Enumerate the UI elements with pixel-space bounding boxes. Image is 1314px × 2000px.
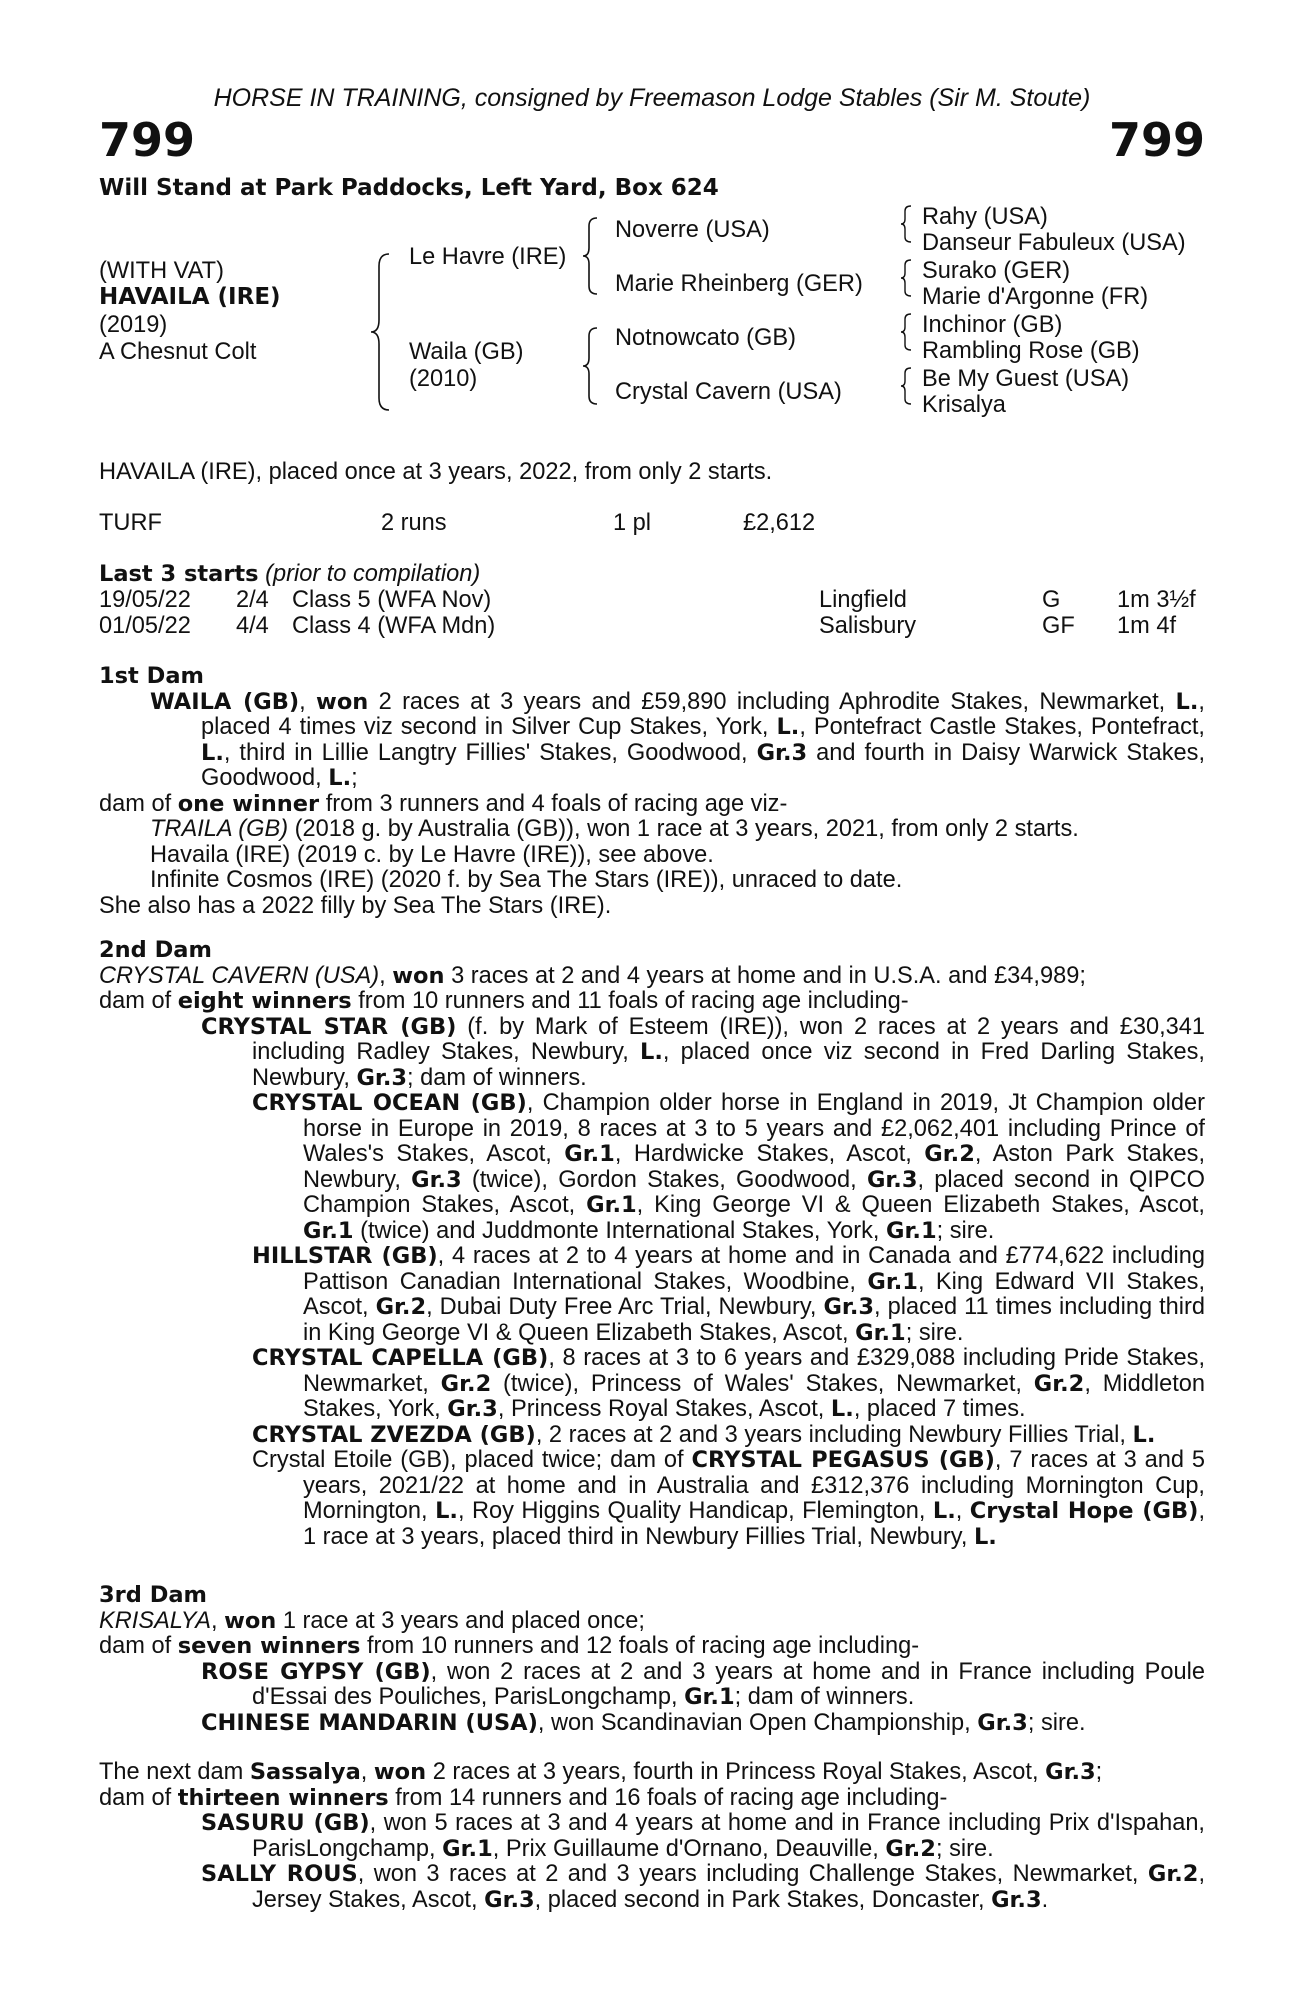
- produce-sally-rous: SALLY ROUS, won 3 races at 2 and 3 years including Challenge Stakes, Newmarket, Gr.2, Jersey Stakes, Ascot, Gr.3, placed second in Park Stakes, Doncaster, Gr.3.: [201, 1861, 1205, 1913]
- start-row-1: [99, 588, 191, 614]
- start-course: Lingfield: [819, 587, 907, 613]
- produce-crystal-capella: CRYSTAL CAPELLA (GB), 8 races at 3 to 6 years and £329,088 including Pride Stakes, Newmarket, Gr.2 (twice), Princess of Wales' Stakes, Newmarket, Gr.2, Middleton Stakes, York, Gr.3, Princess Royal Stakes, Ascot, L., placed 7 times.: [252, 1345, 1205, 1422]
- produce-infinite-cosmos: Infinite Cosmos (IRE) (2020 f. by Sea The Stars (IRE)), unraced to date.: [150, 867, 903, 893]
- next-dam-section: [99, 1760, 1205, 1913]
- pedigree-dam-year: (2010): [409, 366, 478, 392]
- pedigree-ssd: Danseur Fabuleux (USA): [922, 230, 1186, 256]
- horse-description: A Chesnut Colt: [99, 339, 257, 365]
- third-dam-section: [99, 1583, 1205, 1736]
- produce-2022-filly: She also has a 2022 filly by Sea The Stars (IRE).: [99, 892, 612, 919]
- start-course: Salisbury: [819, 613, 917, 639]
- pedigree-ss: Noverre (USA): [615, 217, 770, 243]
- last-starts-heading: [99, 562, 480, 588]
- pedigree-dsd: Rambling Rose (GB): [922, 338, 1140, 364]
- pedigree-brace-ds: [899, 312, 915, 352]
- last-starts-note: (prior to compilation): [265, 561, 481, 587]
- third-dam-heading: 3rd Dam: [99, 1582, 207, 1608]
- record-placed: 1 pl: [613, 510, 652, 536]
- first-dam-heading: 1st Dam: [99, 663, 204, 689]
- start-dist: 1m 3½f: [1117, 587, 1196, 613]
- produce-rose-gypsy: ROSE GYPSY (GB), won 2 races at 2 and 3 years at home and in France including Poule d'Essai des Pouliches, ParisLongchamp, Gr.1; dam of winners.: [201, 1658, 1205, 1710]
- lot-number-left: 799: [99, 113, 196, 167]
- lot-number-right: 799: [1108, 113, 1205, 167]
- produce-havaila: Havaila (IRE) (2019 c. by Le Havre (IRE)), see above.: [150, 841, 714, 868]
- consignment-line: HORSE IN TRAINING, consigned by Freemason Lodge Stables (Sir M. Stoute): [213, 84, 1091, 112]
- produce-traila: TRAILA (GB) (2018 g. by Australia (GB)), won 1 race at 3 years, 2021, from only 2 starts.: [150, 816, 1079, 842]
- second-dam-record: CRYSTAL CAVERN (USA), won 3 races at 2 and 4 years at home and in U.S.A. and £34,989;: [99, 962, 1086, 989]
- pedigree-sd: Marie Rheinberg (GER): [615, 271, 863, 297]
- produce-chinese-mandarin: CHINESE MANDARIN (USA), won Scandinavian Open Championship, Gr.3; sire.: [201, 1709, 1086, 1736]
- horse-year: (2019): [99, 312, 168, 338]
- produce-crystal-etoile: Crystal Etoile (GB), placed twice; dam of CRYSTAL PEGASUS (GB), 7 races at 3 and 5 years, 2021/22 at home and in Australia and £312,376 including Mornington Cup, Mornington, L., Roy Higgins Quality Handicap, Flemington, L., Crystal Hope (GB), 1 race at 3 years, placed third in Newbury Fillies Trial, Newbury, L.: [252, 1447, 1205, 1550]
- record-earnings: £2,612: [743, 510, 816, 536]
- produce-hillstar: HILLSTAR (GB), 4 races at 2 to 4 years at home and in Canada and £774,622 including Pattison Canadian International Stakes, Woodbine, Gr.1, King Edward VII Stakes, Ascot, Gr.2, Dubai Duty Free Arc Trial, Newbury, Gr.3, placed 11 times including third in King George VI & Queen Elizabeth Stakes, Ascot, Gr.1; sire.: [252, 1243, 1205, 1346]
- next-dam-record: The next dam Sassalya, won 2 races at 3 years, fourth in Princess Royal Stakes, Ascot, Gr.3;: [99, 1759, 1103, 1785]
- pedigree-sdd: Marie d'Argonne (FR): [922, 284, 1149, 310]
- pedigree-sire: Le Havre (IRE): [409, 244, 567, 270]
- pedigree-brace-dam: [581, 326, 601, 406]
- third-dam-record: KRISALYA, won 1 race at 3 years and placed once;: [99, 1607, 645, 1634]
- start-date: 01/05/22: [99, 613, 191, 639]
- pedigree-brace-sire: [581, 216, 601, 296]
- start-race: Class 4 (WFA Mdn): [292, 613, 496, 639]
- start-pos: 2/4: [236, 587, 269, 613]
- produce-crystal-star: CRYSTAL STAR (GB) (f. by Mark of Esteem (IRE)), won 2 races at 2 years and £30,341 including Radley Stakes, Newbury, L., placed once viz second in Fred Darling Stakes, Newbury, Gr.3; dam of winners.: [201, 1013, 1206, 1091]
- produce-crystal-zvezda: CRYSTAL ZVEZDA (GB), 2 races at 2 and 3 years including Newbury Fillies Trial, L.: [252, 1421, 1156, 1448]
- start-race: Class 5 (WFA Nov): [292, 587, 492, 613]
- stand-location: Will Stand at Park Paddocks, Left Yard, Box 624: [99, 175, 719, 201]
- start-row-2: [99, 614, 191, 640]
- third-dam-produce-intro: dam of seven winners from 10 runners and 12 foals of racing age including-: [99, 1633, 920, 1659]
- pedigree-ds: Notnowcato (GB): [615, 325, 796, 351]
- pedigree-sss: Rahy (USA): [922, 204, 1048, 230]
- second-dam-section: [99, 938, 1205, 1550]
- record-surface: TURF: [99, 510, 162, 536]
- pedigree-dds: Be My Guest (USA): [922, 366, 1130, 392]
- first-dam-produce-intro: dam of one winner from 3 runners and 4 foals of racing age viz-: [99, 790, 788, 817]
- pedigree-dam: Waila (GB): [409, 339, 524, 365]
- pedigree-brace-dd: [899, 366, 915, 406]
- start-pos: 4/4: [236, 613, 269, 639]
- second-dam-produce-intro: dam of eight winners from 10 runners and 11 foals of racing age including-: [99, 988, 909, 1014]
- pedigree-brace-ss: [899, 204, 915, 244]
- pedigree-brace-sd: [899, 258, 915, 298]
- pedigree-sds: Surako (GER): [922, 258, 1071, 284]
- pedigree-dd: Crystal Cavern (USA): [615, 379, 842, 405]
- start-dist: 1m 4f: [1117, 613, 1177, 639]
- pedigree-brace-main: [369, 252, 393, 412]
- pedigree-dss: Inchinor (GB): [922, 312, 1063, 338]
- produce-sasuru: SASURU (GB), won 5 races at 3 and 4 years at home and in France including Prix d'Ispahan, ParisLongchamp, Gr.1, Prix Guillaume d'Ornano, Deauville, Gr.2; sire.: [201, 1810, 1205, 1862]
- pedigree-ddd: Krisalya: [922, 392, 1006, 418]
- vat-label: (WITH VAT): [99, 258, 224, 284]
- next-dam-produce-intro: dam of thirteen winners from 14 runners and 16 foals of racing age including-: [99, 1784, 948, 1811]
- second-dam-heading: 2nd Dam: [99, 937, 212, 963]
- first-dam-section: [99, 664, 1205, 919]
- last-starts-title: Last 3 starts: [99, 561, 259, 587]
- first-dam-race-record: WAILA (GB), won 2 races at 3 years and £59,890 including Aphrodite Stakes, Newmarket, L., placed 4 times viz second in Silver Cup Stakes, York, L., Pontefract Castle Stakes, Pontefract, L., third in Lillie Langtry Fillies' Stakes, Goodwood, Gr.3 and fourth in Daisy Warwick Stakes, Goodwood, L.;: [150, 688, 1205, 791]
- start-date: 19/05/22: [99, 587, 191, 613]
- produce-crystal-ocean: CRYSTAL OCEAN (GB), Champion older horse in England in 2019, Jt Champion older horse in Europe in 2019, 8 races at 3 to 5 years and £2,062,401 including Prince of Wales's Stakes, Ascot, Gr.1, Hardwicke Stakes, Ascot, Gr.2, Aston Park Stakes, Newbury, Gr.3 (twice), Gordon Stakes, Goodwood, Gr.3, placed second in QIPCO Champion Stakes, Ascot, Gr.1, King George VI & Queen Elizabeth Stakes, Ascot, Gr.1 (twice) and Juddmonte International Stakes, York, Gr.1; sire.: [252, 1090, 1206, 1244]
- race-summary: HAVAILA (IRE), placed once at 3 years, 2022, from only 2 starts.: [99, 459, 773, 485]
- record-runs: 2 runs: [381, 510, 447, 536]
- start-going: G: [1042, 587, 1061, 613]
- start-going: GF: [1042, 613, 1075, 639]
- horse-name: HAVAILA (IRE): [99, 284, 281, 310]
